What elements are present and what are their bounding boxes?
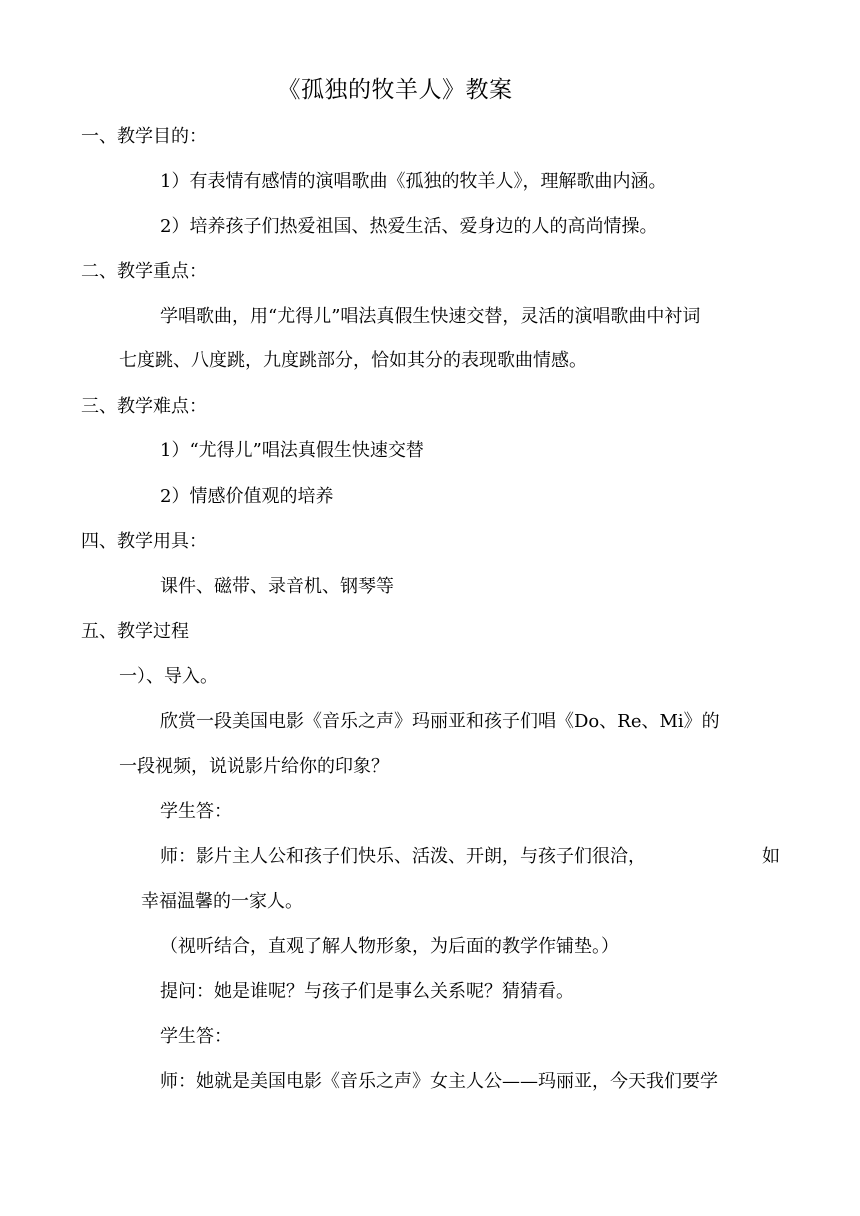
- objective-item-2: 2）培养孩子们热爱祖国、热爱生活、爱身边的人的高尚情操。: [160, 216, 658, 237]
- section-heading-objectives: 一、教学目的：: [81, 126, 207, 147]
- teacher-reply-2-line-1: 师：她就是美国电影《音乐之声》女主人公——玛丽亚，今天我们要学: [160, 1071, 718, 1092]
- intro-paragraph-line-1: 欣赏一段美国电影《音乐之声》玛丽亚和孩子们唱《Do、Re、Mi》的: [160, 711, 720, 732]
- section-heading-key-points: 二、教学重点：: [81, 261, 207, 282]
- difficulty-item-2: 2）情感价值观的培养: [160, 486, 334, 507]
- objective-item-1: 1）有表情有感情的演唱歌曲《孤独的牧羊人》，理解歌曲内涵。: [160, 171, 667, 192]
- difficulty-item-1: 1）“尤得儿”唱法真假生快速交替: [160, 440, 424, 461]
- section-heading-difficulties: 三、教学难点：: [81, 396, 207, 417]
- process-subheading-intro: 一）、导入。: [119, 666, 218, 687]
- section-heading-process: 五、教学过程: [81, 621, 189, 642]
- tools-item: 课件、磁带、录音机、钢琴等: [160, 576, 394, 597]
- key-points-paragraph-line-1: 学唱歌曲，用“尤得儿”唱法真假生快速交替，灵活的演唱歌曲中衬词: [160, 306, 701, 327]
- student-answer-label-1: 学生答：: [160, 801, 232, 822]
- teacher-reply-1-line-1: [160, 844, 780, 870]
- question-1: 提问：她是谁呢？与孩子们是事么关系呢？猜猜看。: [160, 981, 574, 1002]
- teacher-reply-1-text: 师：影片主人公和孩子们快乐、活泼、开朗，与孩子们很洽，: [160, 846, 646, 867]
- teaching-note-1: （视听结合，直观了解人物形象，为后面的教学作铺垫。）: [160, 936, 619, 957]
- student-answer-label-2: 学生答：: [160, 1026, 232, 1047]
- section-heading-tools: 四、教学用具：: [81, 531, 207, 552]
- document-title: 《孤独的牧羊人》教案: [277, 77, 513, 103]
- teacher-reply-1-line-2: 幸福温馨的一家人。: [141, 891, 303, 912]
- intro-paragraph-line-2: 一段视频，说说影片给你的印象？: [119, 756, 389, 777]
- teacher-reply-1-tail: 如: [762, 846, 780, 867]
- key-points-paragraph-line-2: 七度跳、八度跳，九度跳部分，恰如其分的表现歌曲情感。: [119, 350, 587, 371]
